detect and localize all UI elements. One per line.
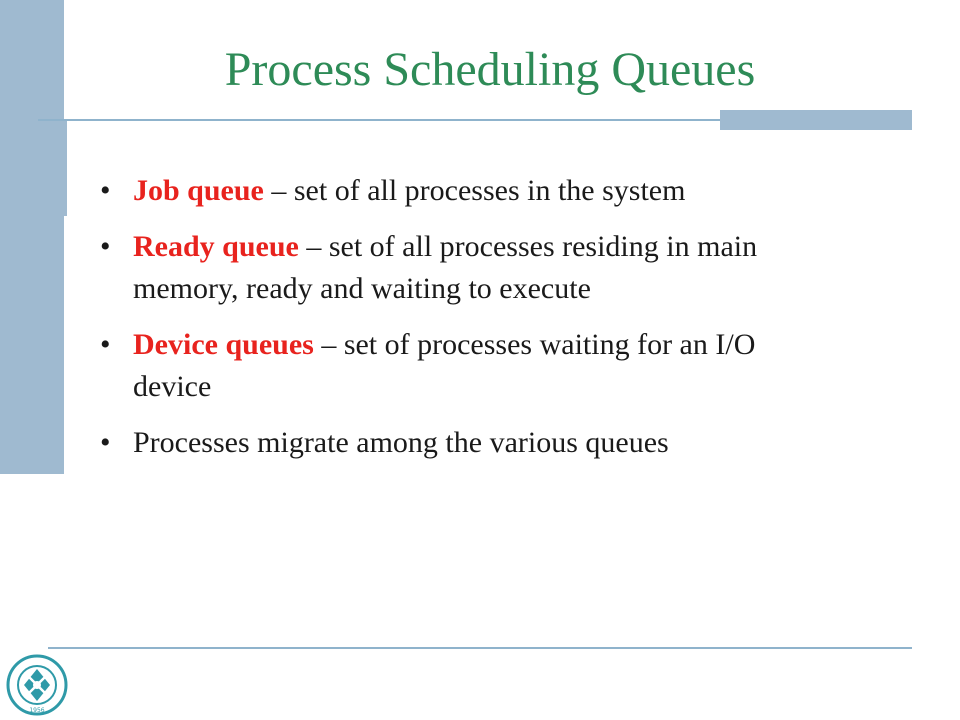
- bullet-item: [100, 324, 800, 408]
- bullet-list: [100, 170, 800, 478]
- bullet-marker: •: [100, 328, 111, 361]
- bullet-item: [100, 226, 800, 310]
- bullet-marker: •: [100, 426, 111, 459]
- bullet-term: Ready queue: [133, 230, 299, 263]
- bullet-text: – set of all processes residing in main memory, ready and waiting to execute: [133, 230, 758, 305]
- footer-divider: [48, 647, 912, 649]
- bullet-term: Job queue: [133, 174, 264, 207]
- slide-title: Process Scheduling Queues: [224, 43, 756, 96]
- bullet-term: Device queues: [133, 328, 314, 361]
- bullet-text: – set of processes waiting for an I/O device: [133, 328, 756, 403]
- bullet-item: [100, 422, 800, 464]
- title-accent-bar: [720, 110, 912, 130]
- bullet-item: [100, 170, 800, 212]
- university-seal-icon: [6, 654, 68, 716]
- seal-year: 1956: [29, 707, 45, 714]
- bullet-text: Processes migrate among the various queues: [133, 426, 669, 459]
- bullet-marker: •: [100, 230, 111, 263]
- bullet-text: – set of all processes in the system: [263, 174, 686, 207]
- bullet-marker: •: [100, 174, 111, 207]
- left-accent-tick: [64, 120, 67, 216]
